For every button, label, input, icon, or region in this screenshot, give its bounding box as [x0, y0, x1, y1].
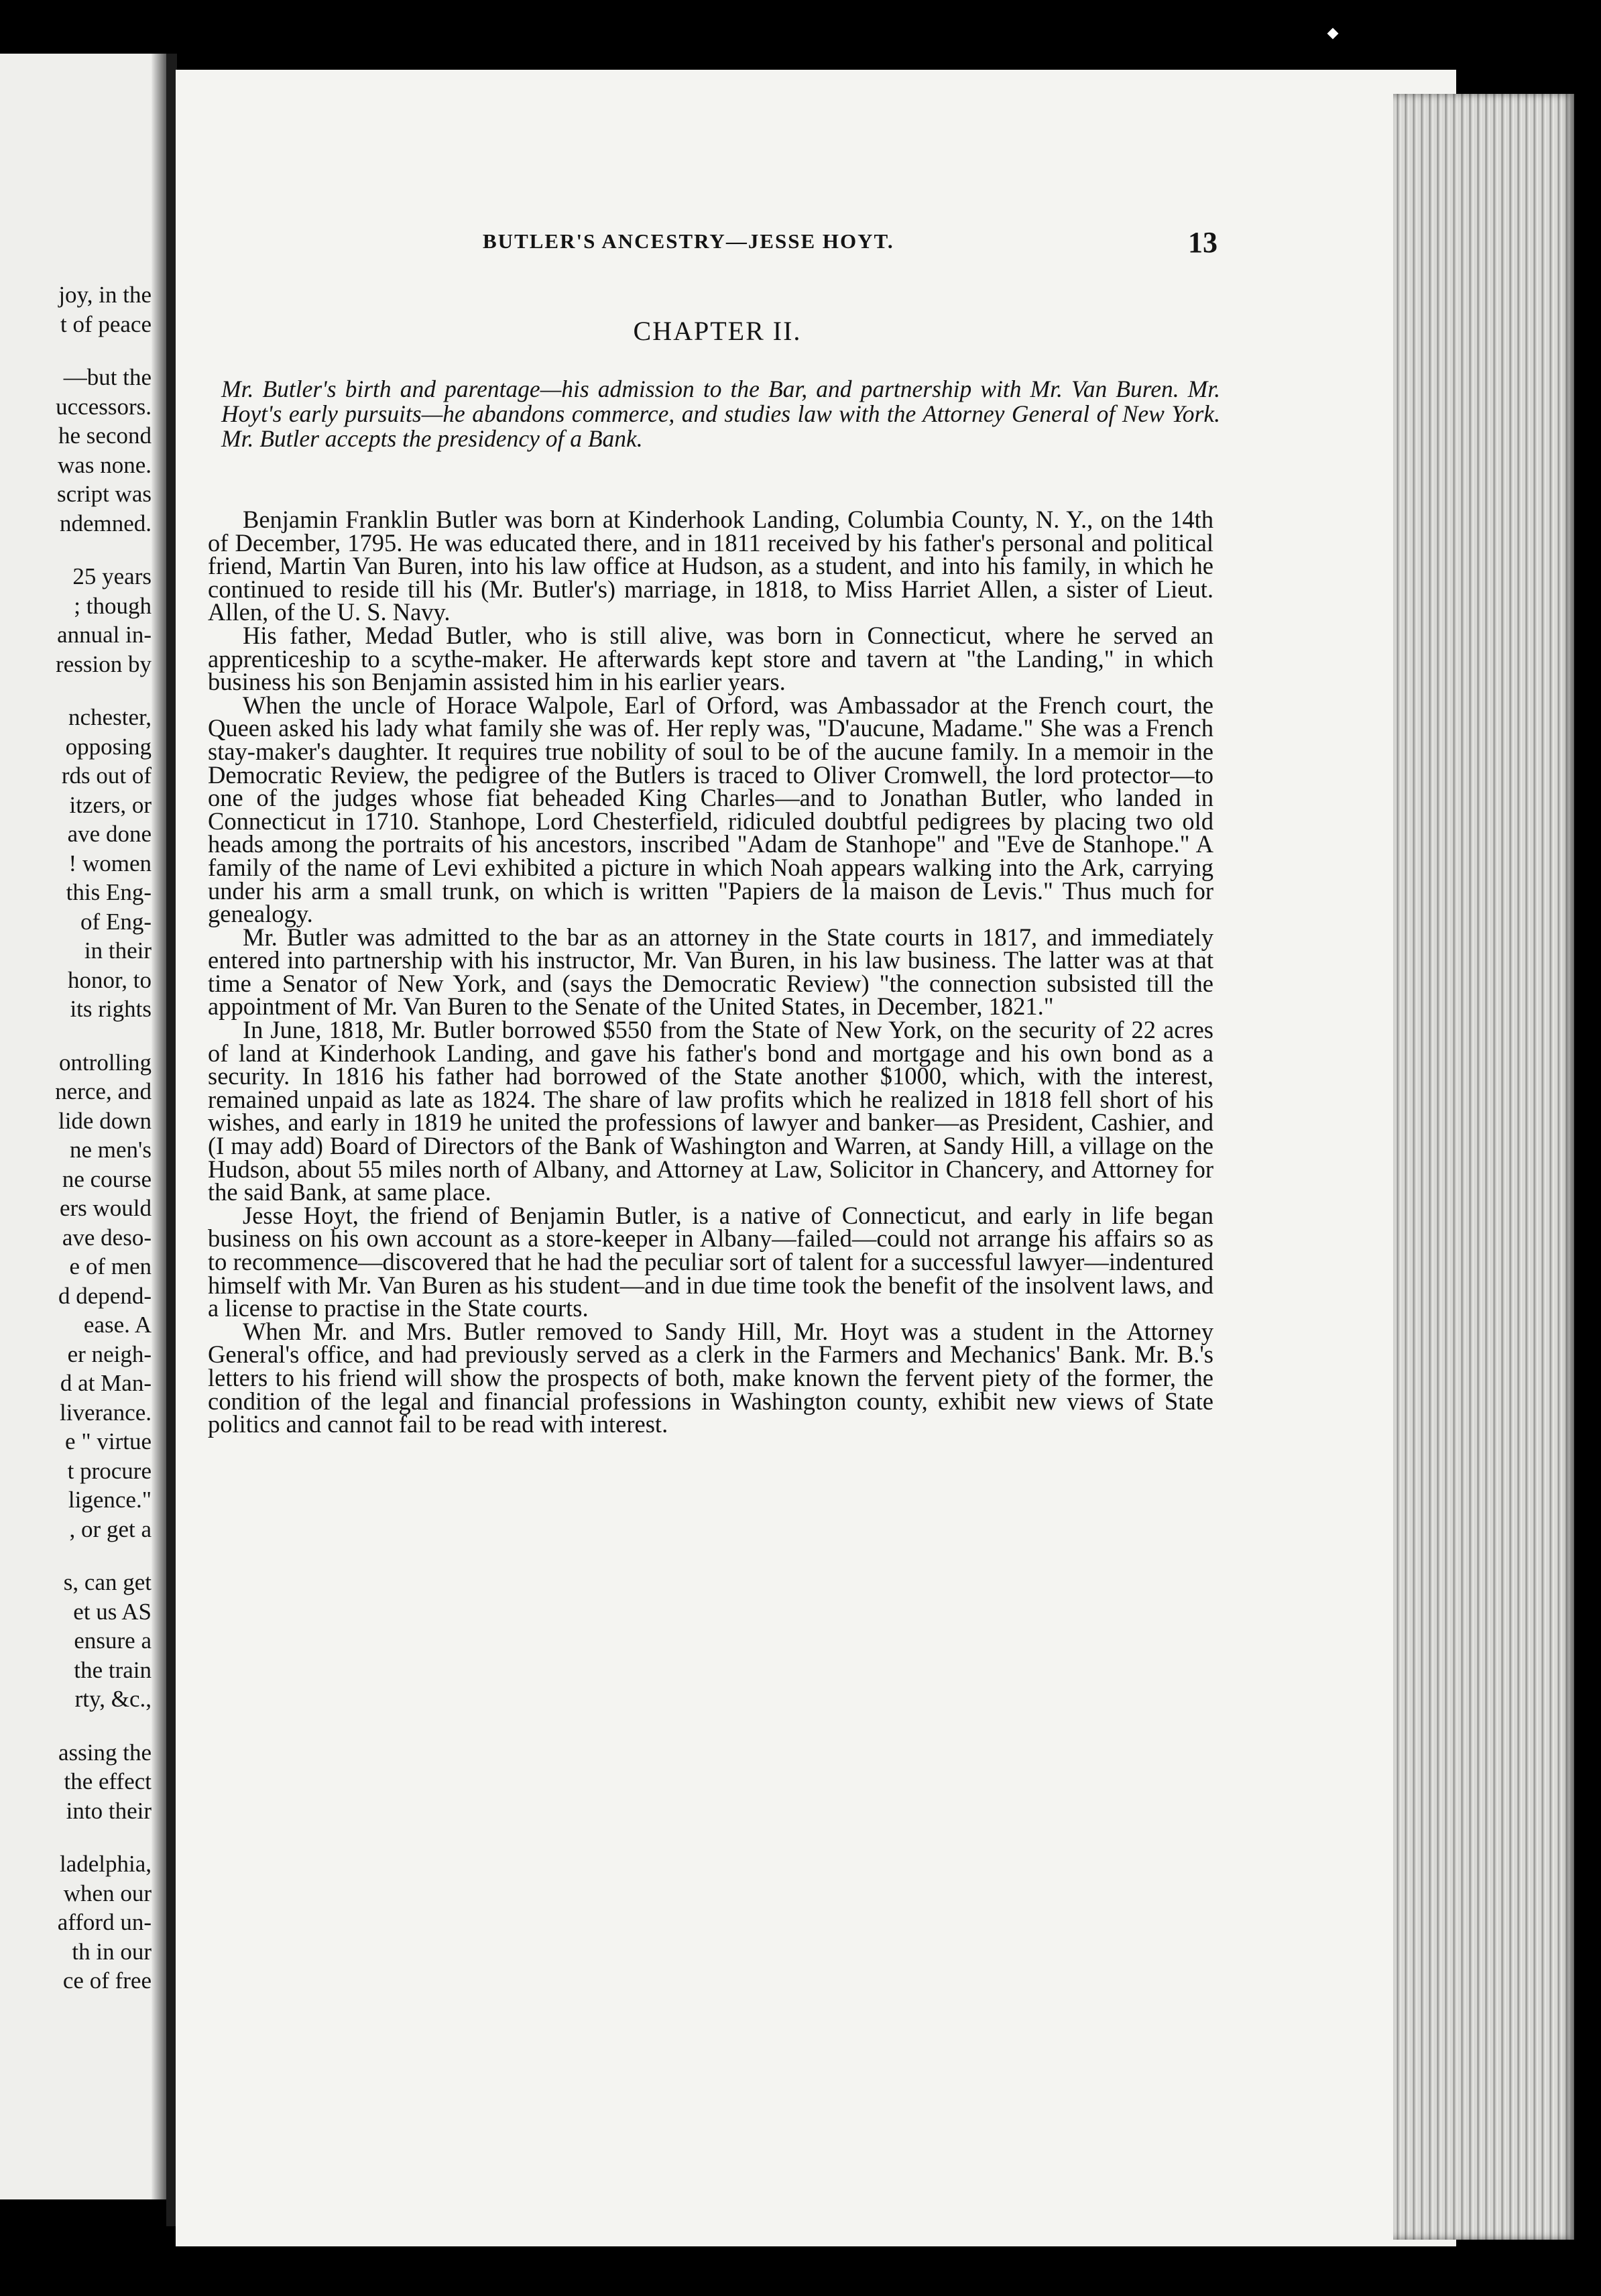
left-page-line: its rights [70, 996, 152, 1022]
left-page-line: e of men [69, 1253, 152, 1279]
left-page-line: d depend- [58, 1282, 152, 1309]
left-page-line: assing the [58, 1739, 152, 1766]
left-page-line: liverance. [60, 1399, 152, 1426]
left-page-line: ladelphia, [59, 1851, 152, 1877]
left-page-line: s, can get [63, 1569, 152, 1595]
left-page-line: lide down [58, 1107, 152, 1134]
left-page-line: when our [63, 1880, 152, 1906]
left-page-line: joy, in the [58, 282, 152, 308]
left-page-line: rty, &c., [74, 1686, 152, 1712]
left-page-line: nchester, [68, 704, 152, 730]
left-page-line: ave done [67, 821, 152, 847]
left-page-line: the effect [64, 1768, 152, 1794]
left-page-line: opposing [65, 733, 152, 760]
paragraph: When the uncle of Horace Walpole, Earl of Orford, was Ambassador at the French court, the Queen asked his lady what family she was of. Her reply was, "D'aucune, Madame." She was a French stay-maker's daughter. It requires true nobility of soul to be of the aucune family. In a memoir in the Democratic Review, the pedigree of the Butlers is traced to Oliver Cromwell, the lord protector—to one of the judges whose fiat beheaded King Charles—and to Jonathan Butler, who landed in Connecticut in 1710. Stanhope, Lord Chesterfield, ridiculed doubtful pedigrees by placing two old heads among the portraits of his ancestors, inscribed "Adam de Stanhope" and "Eve de Stanhope." A family of the name of Levi exhibited a picture in which Noah appears walking into the Ark, carrying under his arm a small trunk, on which is written "Papiers de la maison de Levis." Thus much for genealogy. [208, 691, 1213, 928]
scan-speck [1327, 28, 1339, 40]
left-page-line: nerce, and [55, 1078, 152, 1104]
chapter-synopsis: Mr. Butler's birth and parentage—his admission to the Bar, and partnership with Mr. Van Buren. Mr. Hoyt's early pursuits—he abandons commerce, and studies law with the Attorney General of New York. Mr. Butler accepts the presidency of a Bank. [221, 376, 1220, 452]
left-page-line: t procure [67, 1457, 152, 1484]
paragraph: Mr. Butler was admitted to the bar as an attorney in the State courts in 1817, and immediately entered into partnership with his instructor, Mr. Van Buren, in his law business. The latter was at that time a Senator of New York, and (says the Democratic Review) "the connection subsisted till the appointment of Mr. Van Buren to the Senate of the United States, in December, 1821." [208, 923, 1213, 1021]
left-page-line: rds out of [61, 762, 152, 789]
line-gap [0, 1544, 152, 1568]
left-page-line: ers would [59, 1195, 152, 1221]
line-gap [0, 1024, 152, 1048]
left-page-line: itzers, or [69, 791, 152, 818]
left-page-line: e " virtue [65, 1428, 152, 1454]
left-page-text [0, 280, 152, 1996]
left-page-line: ! women [68, 850, 152, 876]
left-page-line: 25 years [72, 563, 152, 589]
left-page-line: ne men's [70, 1137, 152, 1163]
left-page-line: ontrolling [58, 1049, 152, 1076]
left-page-line: into their [66, 1797, 152, 1824]
page-edges [1393, 94, 1574, 2240]
left-page-line: ave deso- [62, 1224, 152, 1251]
paragraph: Jesse Hoyt, the friend of Benjamin Butler, is a native of Connecticut, and early in life began business on his own account as a store-keeper in Albany—failed—could not arrange his affairs so as to recommence—discovered that he had the peculiar sort of talent for a successful lawyer—indentured himself with Mr. Van Buren as his student—and in due time took the benefit of the insolvent laws, and a license to practise in the State courts. [208, 1201, 1213, 1322]
page-number: 13 [1188, 226, 1218, 259]
line-gap [0, 679, 152, 703]
left-page-line: , or get a [69, 1515, 152, 1542]
left-page-line: the train [74, 1656, 152, 1683]
line-gap [0, 538, 152, 562]
left-page-line: in their [84, 937, 152, 964]
body-text [208, 508, 1213, 1436]
left-page-line: this Eng- [66, 879, 152, 905]
left-page-line: ensure a [74, 1627, 152, 1654]
chapter-title: CHAPTER II. [633, 316, 802, 346]
line-gap [0, 1825, 152, 1849]
left-page-line: ne course [62, 1165, 152, 1192]
left-page-line: ce of free [62, 1967, 152, 1994]
left-page-line: —but the [63, 364, 152, 390]
left-page-line: ndemned. [59, 510, 152, 536]
running-head: BUTLER'S ANCESTRY—JESSE HOYT. [483, 229, 894, 253]
left-page-line: ease. A [83, 1312, 152, 1338]
left-page-line: he second [58, 422, 152, 449]
left-page-line: script was [57, 481, 152, 507]
left-page-line: th in our [72, 1938, 152, 1965]
left-page-line: uccessors. [56, 393, 152, 420]
left-page-line: t of peace [60, 310, 152, 337]
left-page-line: ression by [56, 650, 152, 677]
left-page-line: er neigh- [67, 1340, 152, 1367]
line-gap [0, 1714, 152, 1738]
paragraph: His father, Medad Butler, who is still alive, was born in Connecticut, where he served an apprenticeship to a scythe-maker. He afterwards kept store and tavern at "the Landing," in which business his son Benjamin assisted him in his earlier years. [208, 621, 1213, 696]
left-page-line: honor, to [68, 966, 152, 993]
left-page-line: was none. [58, 451, 152, 478]
paragraph: When Mr. and Mrs. Butler removed to Sandy Hill, Mr. Hoyt was a student in the Attorney General's office, and had previously served as a clerk in the Farmers and Mechanics' Bank. Mr. B.'s letters to his friend will show the prospects of both, make known the fervent piety of the former, the condition of the legal and financial professions in Washington county, exhibit new views of State politics and cannot fail to be read with interest. [208, 1317, 1213, 1438]
left-page-line: ; though [74, 592, 152, 619]
left-page-line: d at Man- [60, 1370, 152, 1396]
gutter-shadow [152, 54, 166, 2199]
left-page-line: et us AS [73, 1598, 152, 1625]
left-page-line: afford un- [57, 1909, 152, 1935]
paragraph: In June, 1818, Mr. Butler borrowed $550 from the State of New York, on the security of 22 acres of land at Kinderhook Landing, and gave his father's bond and mortgage and his own bond as a security. In 1816 his father had borrowed of the State another $1000, which, with the interest, remained unpaid as late as 1824. The share of law profits which he realized in 1818 fell short of his wishes, and early in 1819 he united the professions of lawyer and banker—as President, Cashier, and (I may add) Board of Directors of the Bank of Washington and Warren, at Sandy Hill, a village on the Hudson, about 55 miles north of Albany, and Attorney at Law, Solicitor in Chancery, and Attorney for the said Bank, at same place. [208, 1016, 1213, 1206]
left-page-line: of Eng- [80, 908, 152, 935]
left-page-line: ligence." [68, 1487, 152, 1513]
left-facing-page [0, 54, 166, 2199]
left-page-line: annual in- [57, 622, 152, 648]
paragraph: Benjamin Franklin Butler was born at Kinderhook Landing, Columbia County, N. Y., on the 14th of December, 1795. He was educated there, and in 1811 received by his father's personal and political friend, Martin Van Buren, into his law office at Hudson, as a student, and into his family, in which he continued to reside till his (Mr. Butler's) marriage, in 1818, to Miss Harriet Allen, a sister of Lieut. Allen, of the U. S. Navy. [208, 506, 1213, 626]
